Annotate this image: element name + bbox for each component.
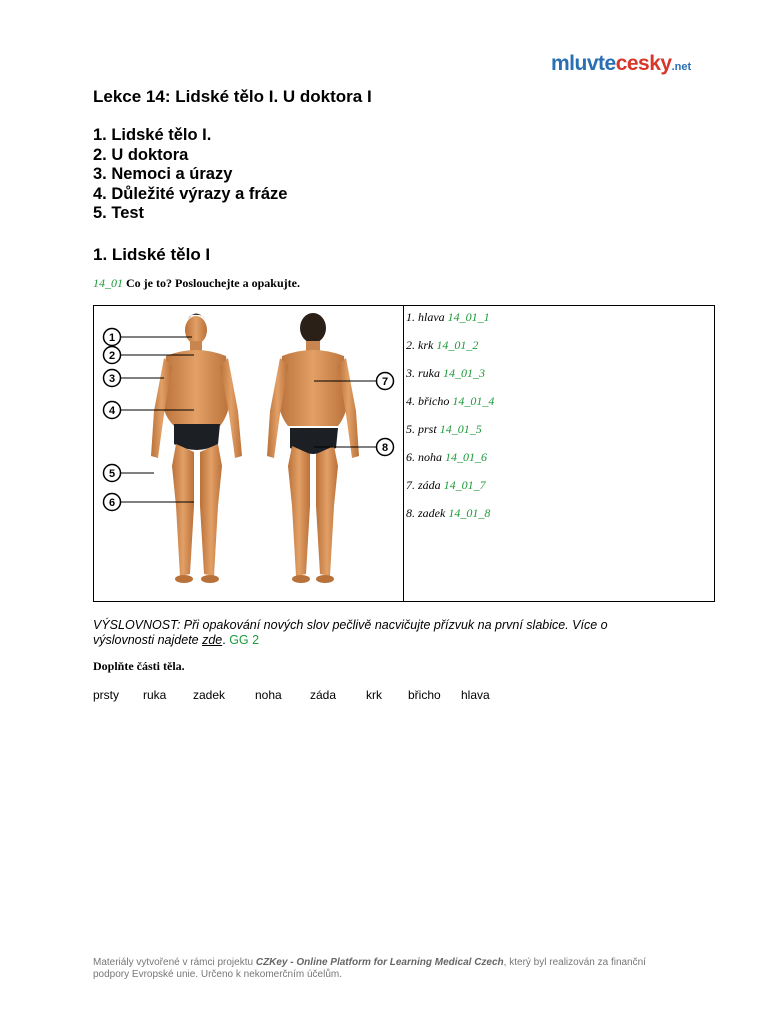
svg-text:5: 5 [108, 468, 116, 480]
audio-code-link[interactable]: 14_01_4 [452, 394, 495, 408]
audio-code-link[interactable]: 14_01_6 [445, 450, 487, 464]
marker-back-7 [377, 373, 394, 390]
list-item [406, 506, 494, 534]
table-divider [403, 306, 404, 601]
audio-code-link[interactable]: 14_01_7 [443, 478, 486, 492]
front-body-illustration [151, 314, 242, 584]
exercise-title: Doplňte části těla. [93, 659, 185, 673]
footer-post: , který byl realizován za finanční podpory Evropské unie. Určeno k nekomerčním účelům. [93, 957, 646, 980]
page-title: Lekce 14: Lidské tělo I. U doktora I [93, 87, 372, 106]
footer-pre: Materiály vytvořené v rámci projektu [93, 957, 256, 968]
body-parts-table [93, 305, 715, 602]
marker-front-4 [104, 402, 121, 419]
pronunciation-after: . [222, 633, 230, 647]
audio-code-link[interactable]: 14_01 [93, 276, 123, 290]
instruction-text: Co je to? Poslouchejte a opakujte. [126, 276, 300, 290]
svg-text:8: 8 [381, 442, 389, 454]
part-label: 8. zadek [406, 506, 446, 520]
list-item [406, 310, 494, 338]
list-item [406, 450, 494, 478]
svg-text:7: 7 [381, 376, 389, 388]
svg-text:3: 3 [108, 373, 116, 385]
svg-text:2: 2 [108, 350, 116, 362]
pronunciation-note [93, 618, 653, 648]
part-label: 5. prst [406, 422, 437, 436]
part-label: 3. ruka [406, 366, 440, 380]
back-body-illustration [267, 313, 359, 583]
audio-code-link[interactable]: 14_01_8 [448, 506, 491, 520]
word-item: břicho [408, 688, 441, 702]
list-item [406, 422, 494, 450]
table-of-contents [93, 126, 287, 224]
audio-code-link[interactable]: 14_01_1 [447, 310, 490, 324]
word-item: zadek [193, 688, 226, 702]
gg-link[interactable]: GG 2 [229, 633, 260, 647]
list-item [406, 394, 494, 422]
footer-project: CZKey - Online Platform for Learning Medical Czech [255, 957, 504, 968]
instruction [93, 276, 300, 291]
audio-code-link[interactable]: 14_01_2 [436, 338, 479, 352]
svg-text:1: 1 [108, 332, 116, 344]
audio-code-link[interactable]: 14_01_3 [443, 366, 485, 380]
section-title: 1. Lidské tělo I [93, 245, 211, 264]
toc-item[interactable]: 4. Důležité výrazy a fráze [93, 184, 288, 203]
list-item [406, 366, 494, 394]
word-item: záda [310, 688, 337, 702]
marker-front-1 [104, 329, 121, 346]
body-parts-list [406, 310, 494, 534]
word-item: noha [255, 688, 282, 702]
part-label: 2. krk [406, 338, 434, 352]
list-item [406, 338, 494, 366]
word-item: krk [366, 688, 382, 702]
marker-back-8 [377, 439, 394, 456]
part-label: 6. noha [406, 450, 442, 464]
word-item: prsty [93, 688, 120, 702]
word-item: ruka [143, 688, 167, 702]
logo [551, 52, 691, 76]
marker-front-5 [104, 465, 121, 482]
logo-part1: mluvte [551, 52, 616, 75]
marker-front-2 [104, 347, 121, 364]
toc-item[interactable]: 1. Lidské tělo I. [93, 126, 212, 144]
toc-item[interactable]: 3. Nemoci a úrazy [93, 165, 233, 184]
footer [93, 957, 683, 981]
toc-item[interactable]: 2. U doktora [93, 145, 189, 164]
toc-item[interactable]: 5. Test [93, 204, 145, 223]
svg-text:6: 6 [108, 497, 116, 509]
logo-part2: cesky [615, 52, 672, 75]
pronunciation-link[interactable]: zde [202, 633, 223, 647]
marker-front-6 [104, 494, 121, 511]
part-label: 7. záda [406, 478, 441, 492]
word-item: hlava [461, 688, 490, 702]
marker-front-3 [104, 370, 121, 387]
body-figure [94, 306, 403, 601]
part-label: 4. břicho [406, 394, 450, 408]
part-label: 1. hlava [406, 310, 445, 324]
pronunciation-text: VÝSLOVNOST: Při opakování nových slov pečlivě nacvičujte přízvuk na první slabice. Více o výslovnosti najdete [93, 618, 608, 647]
list-item [406, 478, 494, 506]
audio-code-link[interactable]: 14_01_5 [439, 422, 482, 436]
svg-text:4: 4 [108, 405, 116, 417]
logo-part3: .net [671, 61, 692, 73]
